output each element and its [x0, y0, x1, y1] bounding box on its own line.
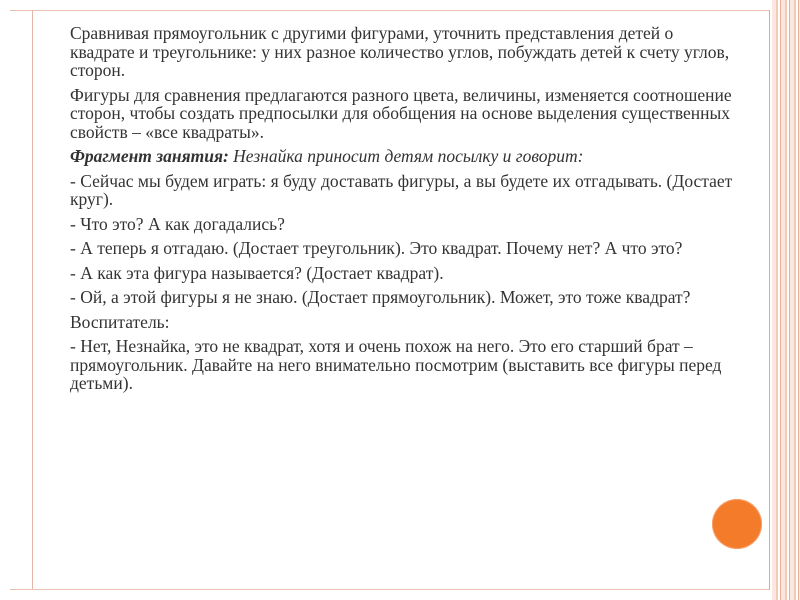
bullet-icon — [44, 313, 60, 332]
slide-body — [44, 24, 734, 399]
paragraph-text: - Нет, Незнайка, это не квадрат, хотя и очень похож на него. Это его старший брат – прямоугольник. Давайте на него внимательно посмотрим (выставить все фигуры перед детьми). — [70, 336, 722, 393]
bullet-paragraph-5 — [44, 215, 734, 234]
bullet-paragraph-7 — [44, 264, 734, 283]
bullet-paragraph-9 — [44, 313, 734, 332]
bullet-paragraph-1 — [44, 24, 734, 80]
right-border-line — [769, 10, 770, 590]
top-border-line — [10, 10, 770, 11]
bullet-paragraph-3 — [44, 147, 734, 166]
bullet-icon — [44, 239, 60, 258]
paragraph-text: - Что это? А как догадались? — [70, 213, 285, 234]
right-stripe-decoration — [772, 0, 800, 600]
paragraph-text: Фигуры для сравнения предлагаются разного цвета, величины, изменяется соотношение сторон, чтобы создать предпосылки для обобщения на основе выделения существенных свойств – «все квадраты». — [70, 84, 732, 142]
paragraph-text: Незнайка приносит детям посылку и говорит: — [228, 146, 584, 166]
paragraph-text: - Сейчас мы будем играть: я буду доставать фигуры, а вы будете их отгадывать. (Достает круг). — [70, 170, 733, 209]
paragraph-text: - А как эта фигура называется? (Достает квадрат). — [70, 262, 444, 283]
bullet-icon — [44, 147, 60, 166]
bullet-icon — [44, 172, 60, 191]
bullet-icon — [44, 24, 60, 43]
paragraph-text: Воспитатель: — [70, 311, 170, 332]
fragment-lead: Фрагмент занятия: — [70, 146, 229, 166]
orange-circle-decoration — [712, 499, 762, 549]
bullet-icon — [44, 215, 60, 234]
bullet-paragraph-2 — [44, 86, 734, 142]
bullet-paragraph-6 — [44, 239, 734, 258]
bottom-border-line — [10, 589, 770, 590]
paragraph-text: Сравнивая прямоугольник с другими фигурами, уточнить представления детей о квадрате и треугольнике: у них разное количество углов, побуждать детей к счету углов, сторон. — [70, 23, 730, 80]
bullet-paragraph-10 — [44, 337, 734, 393]
paragraph-text: - Ой, а этой фигуры я не знаю. (Достает прямоугольник). Может, это тоже квадрат? — [70, 287, 691, 307]
paragraph-text: - А теперь я отгадаю. (Достает треугольник). Это квадрат. Почему нет? А что это? — [70, 238, 683, 258]
bullet-icon — [44, 288, 60, 307]
bullet-paragraph-8 — [44, 288, 734, 307]
left-border — [10, 10, 33, 590]
bullet-icon — [44, 337, 60, 356]
bullet-icon — [44, 264, 60, 283]
bullet-paragraph-4 — [44, 172, 734, 209]
bullet-icon — [44, 86, 60, 105]
